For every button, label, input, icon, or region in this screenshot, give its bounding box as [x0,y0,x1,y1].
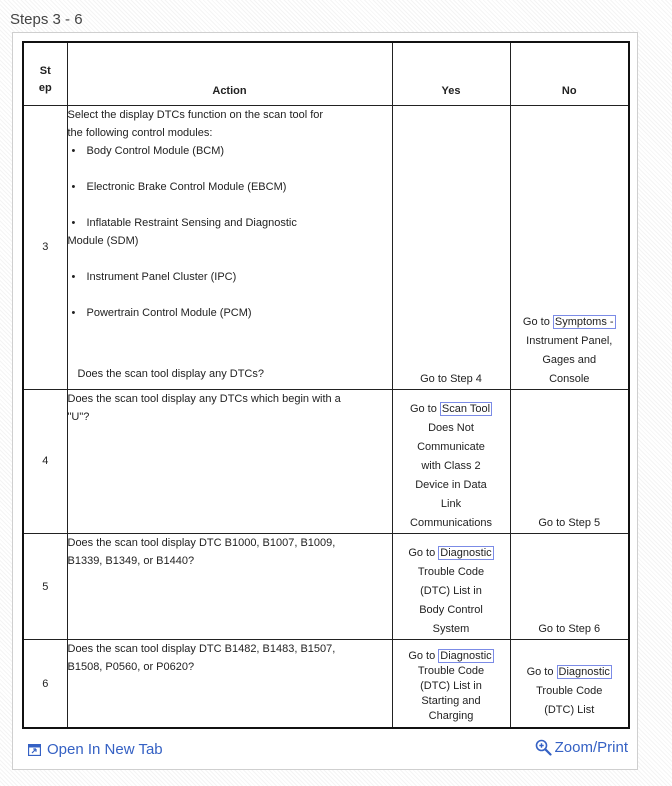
table-row [23,389,629,533]
header-row [23,42,629,106]
no-cell: Go to Symptoms - Instrument Panel, Gages and Console [510,106,629,390]
action-cell: Does the scan tool display any DTCs which begin with a "U"? [67,389,392,533]
yes-cell: Go to Scan Tool Does Not Communicate with Class 2 Device in Data Link Communications [392,389,510,533]
yes-cell: Go to Diagnostic Trouble Code (DTC) List in Body Control System [392,534,510,640]
diagnostic-link[interactable]: Diagnostic [558,666,610,678]
step-number: 4 [23,389,67,533]
step-number: 6 [23,640,67,728]
action-cell: Does the scan tool display DTC B1482, B1483, B1507, B1508, P0560, or P0620? [67,640,392,728]
no-column-header: No [510,42,629,106]
zoom-print-link[interactable] [535,739,628,756]
action-question: Does the scan tool display any DTCs? [77,367,264,380]
new-tab-icon [28,744,41,756]
action-cell: Select the display DTCs function on the scan tool for the following control modules: • Body Control Module (BCM) • Electronic Brake Control Module (EBCM) • Inflatable Restraint Sensing and Diagnostic Module (SDM) • Instrument Panel Cluster (IPC) • Powertrain Control Module (PCM) Does the scan tool display any DTCs? [67,106,392,390]
step-number: 5 [23,534,67,640]
no-cell: Go to Step 5 [510,389,629,533]
table-row [23,534,629,640]
zoom-print-label: Zoom/Print [554,739,628,756]
table-row [23,106,629,390]
step-number: 3 [23,106,67,390]
open-in-new-tab-link[interactable] [28,741,163,758]
table-row [23,640,629,728]
symptoms-link[interactable]: Symptoms - [554,315,614,328]
step-column-header: St ep [23,42,67,106]
no-cell: Go to Diagnostic Trouble Code (DTC) List [510,640,629,728]
yes-column-header: Yes [392,42,510,106]
diagnostic-link[interactable]: Diagnostic [440,547,492,560]
scan-tool-link[interactable]: Scan Tool [441,403,491,416]
action-column-header: Action [67,42,392,106]
steps-table [22,41,630,729]
yes-cell: Go to Step 4 [392,106,510,390]
page-title: Steps 3 - 6 [10,11,83,28]
diagnostic-link[interactable]: Diagnostic [440,650,492,662]
action-cell: Does the scan tool display DTC B1000, B1007, B1009, B1339, B1349, or B1440? [67,534,392,640]
yes-cell: Go to Diagnostic Trouble Code (DTC) List in Starting and Charging [392,640,510,728]
no-cell: Go to Step 6 [510,534,629,640]
magnifier-icon [535,739,552,756]
open-in-new-tab-label: Open In New Tab [47,741,163,758]
